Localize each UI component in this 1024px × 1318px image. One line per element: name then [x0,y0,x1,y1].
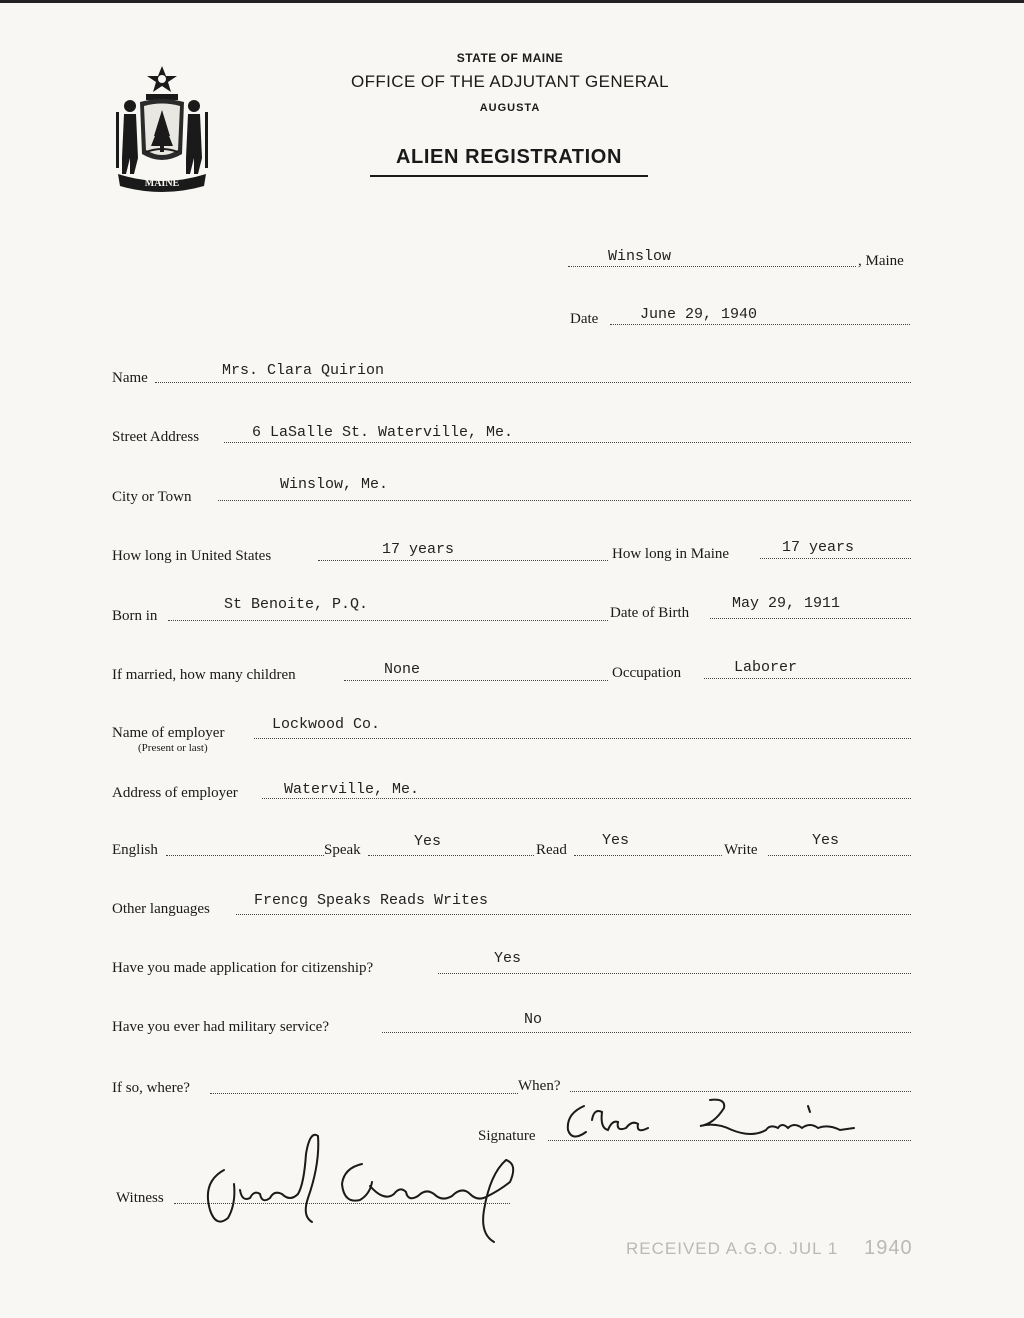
citizenship-line [438,973,911,974]
state-heading: STATE OF MAINE [456,51,564,65]
name-line [155,382,911,383]
top-border [0,0,1024,3]
children-label: If married, how many children [112,667,296,683]
city-heading: AUGUSTA [479,102,541,114]
received-stamp [626,1237,913,1260]
form-title: ALIEN REGISTRATION [396,146,622,168]
date-of-birth-line [710,618,911,619]
date-of-birth-value: May 29, 1911 [732,595,841,612]
street-address-line [224,442,911,443]
title-underline [370,175,648,177]
street-address-value: 6 LaSalle St. Waterville, Me. [252,424,514,441]
received-stamp-text: RECEIVED A.G.O. JUL 1 [626,1239,839,1258]
occupation-value: Laborer [734,659,798,676]
employer-sublabel: (Present or last) [138,742,208,754]
date-value: June 29, 1940 [640,306,758,323]
write-label: Write [724,842,758,858]
place-line [568,266,856,267]
how-long-us-line [318,560,608,561]
read-label: Read [536,842,567,858]
applicant-signature [556,1094,860,1146]
read-line [574,855,722,856]
read-value: Yes [602,832,630,849]
how-long-maine-line [760,558,911,559]
occupation-line [704,678,911,679]
other-languages-line [236,914,911,915]
city-line [218,500,911,501]
write-line [768,855,911,856]
how-long-maine-label: How long in Maine [612,546,730,562]
employer-line [254,738,911,739]
employer-address-line [262,798,911,799]
citizenship-value: Yes [494,950,522,967]
speak-line [368,855,534,856]
how-long-us-label: How long in United States [112,548,272,564]
citizenship-label: Have you made application for citizenship? [112,960,374,976]
where-label: If so, where? [112,1080,190,1096]
name-label: Name [112,370,148,386]
children-line [344,680,608,681]
born-in-value: St Benoite, P.Q. [224,596,369,613]
date-of-birth-label: Date of Birth [610,605,690,621]
when-line [570,1091,911,1092]
how-long-us-value: 17 years [382,541,455,558]
signature-label: Signature [478,1128,536,1144]
witness-label: Witness [116,1190,164,1206]
born-in-label: Born in [112,608,158,624]
date-label: Date [570,311,599,327]
children-value: None [384,661,421,678]
seal-text: MAINE [144,178,180,189]
speak-label: Speak [324,842,361,858]
write-value: Yes [812,832,840,849]
employer-address-label: Address of employer [112,785,238,801]
office-heading: OFFICE OF THE ADJUTANT GENERAL [350,72,670,91]
city-label: City or Town [112,489,192,505]
witness-signature [194,1124,524,1248]
employer-address-value: Waterville, Me. [284,781,420,798]
speak-value: Yes [414,833,442,850]
when-label: When? [518,1078,561,1094]
name-value: Mrs. Clara Quirion [222,362,385,379]
place-suffix: , Maine [858,253,904,269]
city-value: Winslow, Me. [280,476,389,493]
employer-label: Name of employer [112,725,225,741]
received-stamp-year: 1940 [864,1237,913,1259]
military-label: Have you ever had military service? [112,1019,329,1035]
date-line [610,324,910,325]
military-line [382,1032,911,1033]
maine-state-seal [110,62,214,194]
english-label: English [112,842,158,858]
other-languages-label: Other languages [112,901,210,917]
military-value: No [524,1011,543,1028]
street-address-label: Street Address [112,429,200,445]
place-value: Winslow [608,248,672,265]
how-long-maine-value: 17 years [782,539,855,556]
occupation-label: Occupation [612,665,682,681]
employer-value: Lockwood Co. [272,716,381,733]
english-line [166,855,324,856]
other-languages-value: Frencg Speaks Reads Writes [254,892,489,909]
where-line [210,1093,518,1094]
born-in-line [168,620,608,621]
